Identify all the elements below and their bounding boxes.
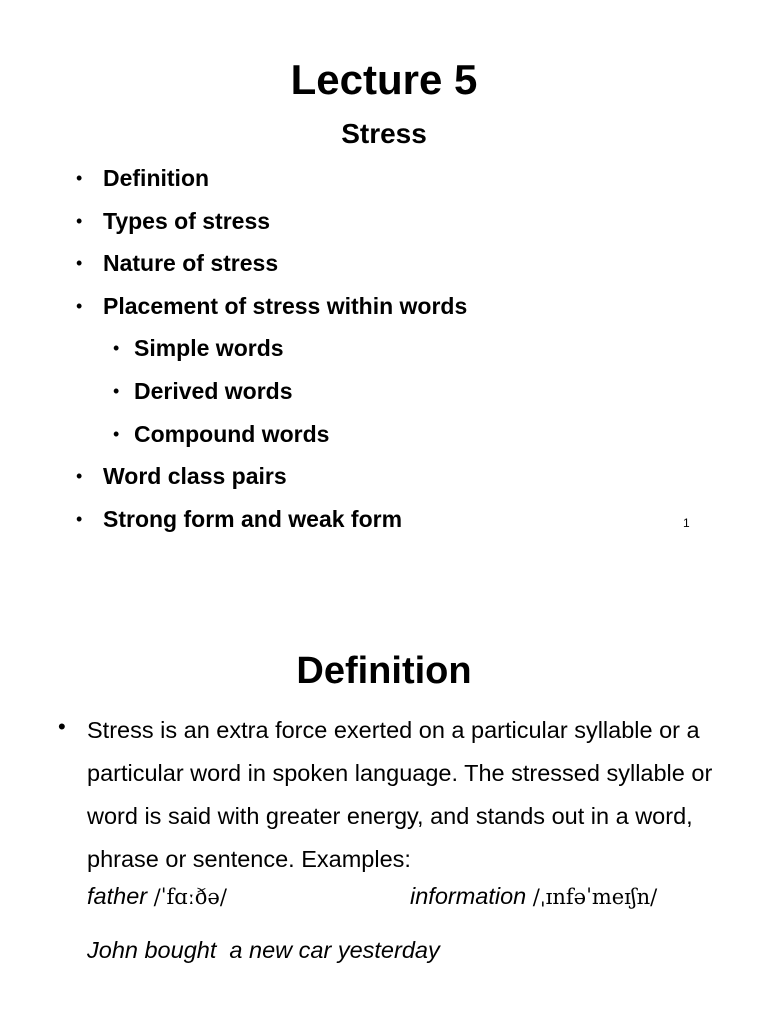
example-word: father [87,883,148,909]
bullet-icon: • [76,508,83,529]
list-item [0,203,768,246]
list-item [0,160,768,203]
list-item-label: Placement of stress within words [103,292,468,319]
list-item-label: Strong form and weak form [103,505,403,532]
list-item-label: Nature of stress [103,250,279,277]
list-item-label: Definition [103,165,210,191]
example-transcription: /ˌɪnfəˈmeɪʃn/ [532,885,658,909]
bullet-icon: • [113,423,120,444]
example-transcription: /ˈfɑːðə/ [153,885,227,909]
example-information [410,879,657,914]
slide-title: Lecture 5 [290,56,478,103]
example-word: information [410,883,527,909]
example-father [87,879,227,914]
bullet-icon: • [76,210,83,231]
bullet-icon: • [113,380,120,401]
sentence-example: John bought a new car yesterday [87,937,440,963]
bullet-icon: • [76,253,83,274]
list-item [0,501,768,544]
slide-title: Definition [296,650,472,692]
sub-list-item [0,330,768,373]
examples-row [87,879,747,913]
topic-list [0,160,768,543]
slide-definition [0,560,768,1024]
list-item [0,288,768,331]
sub-list-item [0,373,768,416]
sub-list-item [0,416,768,459]
list-item-label: Types of stress [103,207,271,234]
list-item [0,458,768,501]
bullet-icon: • [58,714,66,739]
bullet-icon: • [76,295,83,316]
bullet-icon: • [113,338,120,359]
bullet-icon: • [76,168,83,188]
list-item-label: Compound words [134,420,330,447]
list-item [0,245,768,288]
list-item-label: Word class pairs [103,463,287,490]
bullet-icon: • [76,466,83,487]
page-number: 1 [683,516,690,530]
definition-text: Stress is an extra force exerted on a particular syllable or a particular word in spoken language. The stressed syllable or word is said with greater energy, and stands out in a word, phrase or sentence. Examples: [87,717,713,872]
list-item-label: Simple words [134,335,284,362]
list-item-label: Derived words [134,377,293,404]
slide-subtitle: Stress [341,118,427,149]
